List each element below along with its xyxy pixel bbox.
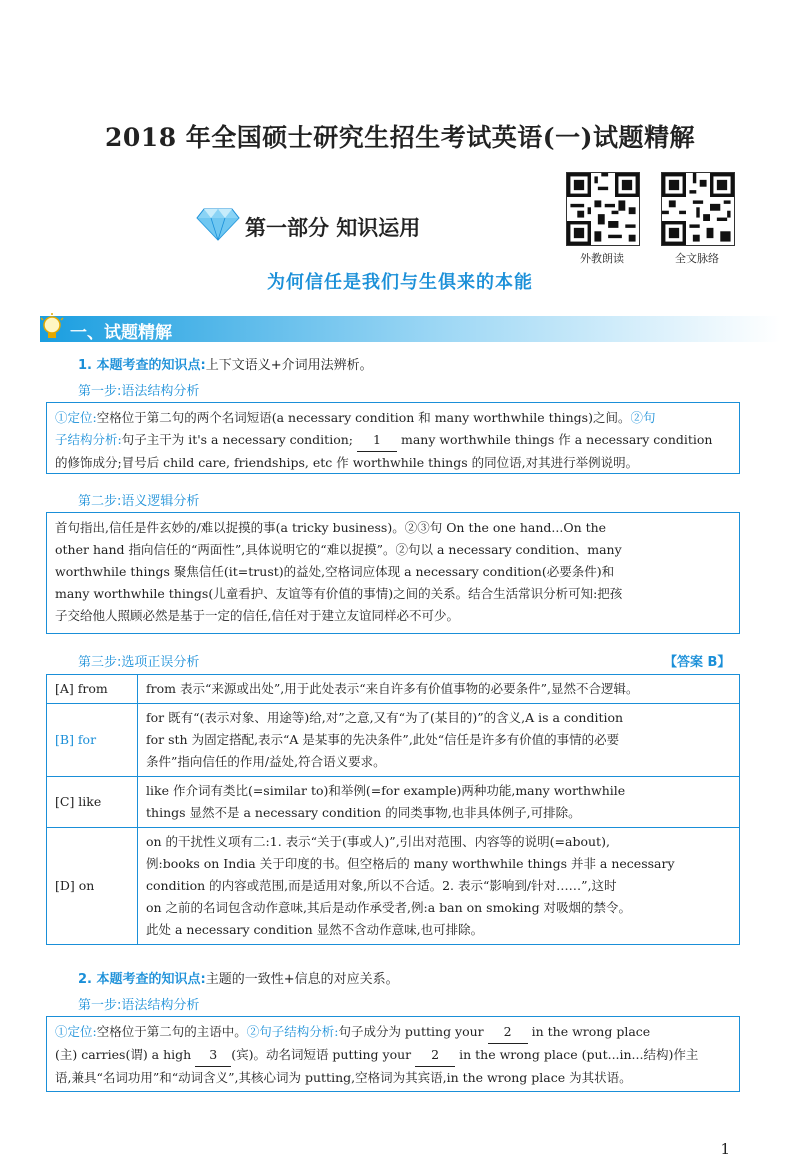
explanation-line: from 表示“来源或出处”,用于此处表示“来自许多有价值事物的必要条件”,显然不合逻辑。 xyxy=(146,681,639,696)
options-table xyxy=(46,674,740,945)
q1-box1-line1 xyxy=(55,407,731,429)
lightbulb-icon xyxy=(38,312,66,348)
logic-line: 子交给他人照顾必然是基于一定的信任,信任对于建立友谊同样必不可少。 xyxy=(55,608,459,623)
qr-code-icon xyxy=(566,172,640,246)
explanation-line: like 作介词有类比(=similar to)和举例(=for example)两种功能,many worthwhile xyxy=(146,783,626,798)
explanation-line: on 的干扰性义项有二:1. 表示“关于(事或人)”,引出对范围、内容等的说明(=about), xyxy=(146,834,610,849)
explanation-line: 此处 a necessary condition 显然不含动作意味,也可排除。 xyxy=(146,922,484,937)
passage-subtitle: 为何信任是我们与生俱来的本能 xyxy=(267,272,533,293)
locate-text: 空格位于第二句的主语中。 xyxy=(96,1024,247,1039)
structure-text-2: in the wrong place xyxy=(531,1024,651,1039)
locate-text: 空格位于第二句的两个名词短语(a necessary condition 和 many worthwhile things)之间。 xyxy=(96,410,631,425)
q1-step1-heading: 第一步:语法结构分析 xyxy=(78,384,200,399)
option-explanation xyxy=(138,828,740,945)
logic-line: other hand 指向信任的“两面性”,具体说明它的“难以捉摸”。②句以 a necessary condition、many xyxy=(55,542,622,557)
locate-label: ①定位: xyxy=(55,410,97,425)
q1-step2-heading: 第二步:语义逻辑分析 xyxy=(78,494,200,509)
structure-text-4: (宾)。动名词短语 putting your xyxy=(231,1047,412,1062)
part-title: 第一部分 知识运用 xyxy=(245,216,421,240)
logic-line: 首句指出,信任是件玄妙的/难以捉摸的事(a tricky business)。②③句 On the one hand...On the xyxy=(55,520,607,535)
page-number: 1 xyxy=(720,1140,730,1158)
answer-badge: 【答案 B】 xyxy=(664,655,731,670)
explanation-line: condition 的内容或范围,而是适用对象,所以不合适。2. 表示“影响到/针对……”,这时 xyxy=(146,878,617,893)
explanation-line: for 既有“(表示对象、用途等)给,对”之意,又有“为了(某目的)”的含义,A is a condition xyxy=(146,710,624,725)
q1-box1-line3: 的修饰成分;冒号后 child care, friendships, etc 作 worthwhile things 的同位语,对其进行举例说明。 xyxy=(55,455,639,470)
explanation-line: for sth 为固定搭配,表示“A 是某事的先决条件”,此处“信任是许多有价值的事情的必要 xyxy=(146,732,620,747)
explanation-line: on 之前的名词包含动作意味,其后是动作承受者,例:a ban on smoking 对吸烟的禁令。 xyxy=(146,900,632,915)
qr-code-right[interactable] xyxy=(661,172,735,250)
q2-heading xyxy=(78,968,399,987)
option-label-correct: [B] for xyxy=(47,704,138,777)
option-row-a xyxy=(47,675,740,704)
blank-2-repeat: 2 xyxy=(415,1044,455,1067)
option-label: [D] on xyxy=(47,828,138,945)
logic-line: worthwhile things 聚焦信任(it=trust)的益处,空格词应体现 a necessary condition(必要条件)和 xyxy=(55,564,615,579)
option-explanation xyxy=(138,777,740,828)
explanation-line: things 显然不是 a necessary condition 的同类事物,也非具体例子,可排除。 xyxy=(146,805,581,820)
q2-knowledge-text: 主题的一致性+信息的对应关系。 xyxy=(205,972,399,987)
option-row-b xyxy=(47,704,740,777)
q2-knowledge-label: 2. 本题考查的知识点: xyxy=(78,972,206,987)
structure-label-part1: ②句 xyxy=(630,410,656,425)
qr-label-left: 外教朗读 xyxy=(580,252,624,265)
qr-label-right: 全文脉络 xyxy=(675,252,719,265)
q2-box-line3: 语,兼具“名词功用”和“动词含义”,其核心词为 putting,空格词为其宾语,in the wrong place 为其状语。 xyxy=(55,1070,632,1085)
locate-label: ①定位: xyxy=(55,1024,97,1039)
blank-1: 1 xyxy=(357,429,397,452)
q1-knowledge-label: 1. 本题考查的知识点: xyxy=(78,358,206,373)
option-row-c xyxy=(47,777,740,828)
page-title: 2018 年全国硕士研究生招生考试英语(一)试题精解 xyxy=(105,123,695,152)
structure-text: 句子主干为 it's a necessary condition; xyxy=(121,432,353,447)
q1-box1-line2 xyxy=(55,429,731,452)
blank-2: 2 xyxy=(488,1021,528,1044)
qr-code-left[interactable] xyxy=(566,172,640,250)
structure-text-2: many worthwhile things 作 a necessary condition xyxy=(400,432,713,447)
structure-label-part2: 子结构分析: xyxy=(55,432,122,447)
structure-text-3: (主) carries(谓) a high xyxy=(55,1047,192,1062)
option-row-d xyxy=(47,828,740,945)
section-heading: 一、试题精解 xyxy=(70,323,172,343)
structure-text-5: in the wrong place (put...in...结构)作主 xyxy=(459,1047,699,1062)
q1-heading xyxy=(78,354,373,373)
qr-code-icon xyxy=(661,172,735,246)
q2-step1-heading: 第一步:语法结构分析 xyxy=(78,998,200,1013)
logic-line: many worthwhile things(儿童看护、友谊等有价值的事情)之间的关系。结合生活常识分析可知:把孩 xyxy=(55,586,623,601)
q2-box-line2 xyxy=(55,1044,731,1067)
blank-3: 3 xyxy=(195,1044,231,1067)
diamond-icon xyxy=(196,205,240,245)
structure-text: 句子成分为 putting your xyxy=(338,1024,484,1039)
structure-label: ②句子结构分析: xyxy=(246,1024,339,1039)
option-label: [A] from xyxy=(47,675,138,704)
q1-step3-heading: 第三步:选项正误分析 xyxy=(78,655,200,670)
option-label: [C] like xyxy=(47,777,138,828)
option-explanation xyxy=(138,675,740,704)
q1-knowledge-text: 上下文语义+介词用法辨析。 xyxy=(205,358,373,373)
q1-grammar-box xyxy=(46,402,740,474)
option-explanation xyxy=(138,704,740,777)
q1-logic-box xyxy=(46,512,740,634)
explanation-line: 例:books on India 关于印度的书。但空格后的 many worthwhile things 并非 a necessary xyxy=(146,856,675,871)
explanation-line: 条件”指向信任的作用/益处,符合语义要求。 xyxy=(146,754,386,769)
q2-box-line1 xyxy=(55,1021,731,1044)
q2-grammar-box xyxy=(46,1016,740,1092)
